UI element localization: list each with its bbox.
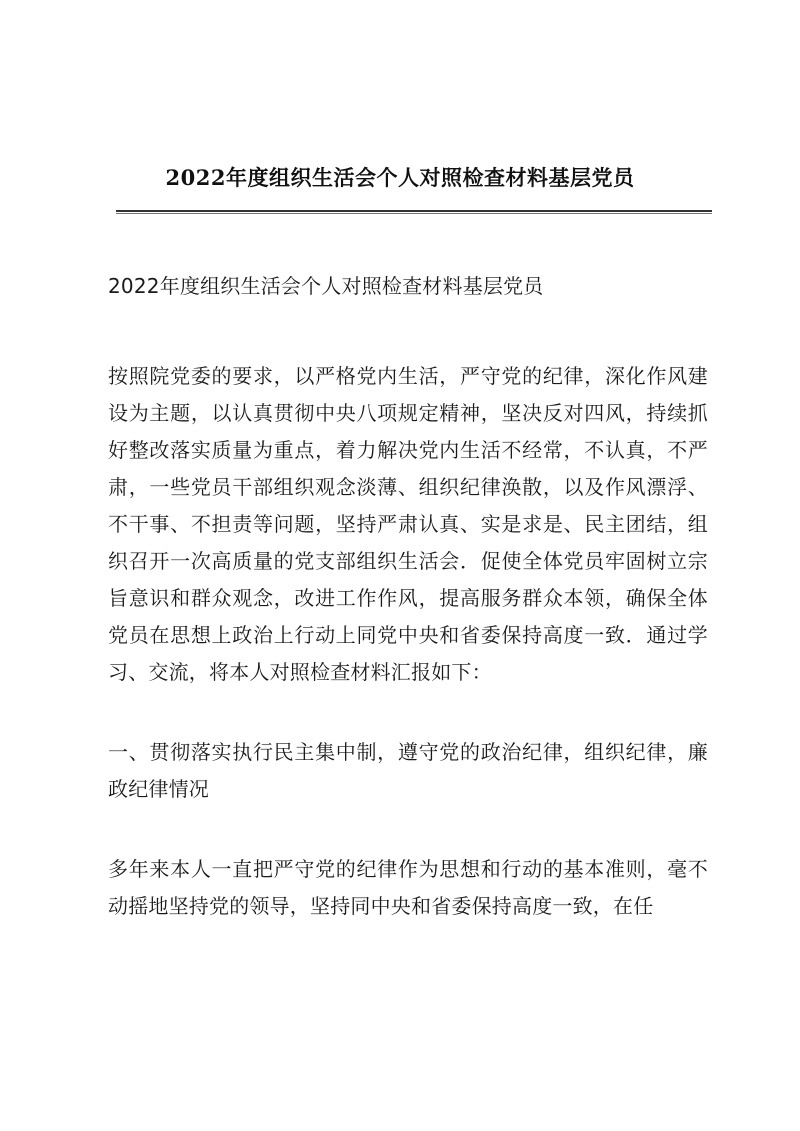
- intro-paragraph: 按照院党委的要求，以严格党内生活，严守党的纪律，深化作风建设为主题，以认真贯彻中央八项规定精神，坚决反对四风，持续抓好整改落实质量为重点，着力解决党内生活不经常，不认真，不严肃，一些党员干部组织观念淡薄、组织纪律涣散，以及作风漂浮、不干事、不担责等问题，坚持严肃认真、实是求是、民主团结，组织召开一次高质量的党支部组织生活会．促使全体党员牢固树立宗旨意识和群众观念，改进工作作风，提高服务群众本领，确保全体党员在思想上政治上行动上同党中央和省委保持高度一致．通过学习、交流，将本人对照检查材料汇报如下：: [108, 364, 708, 684]
- section-one-heading: 一、贯彻落实执行民主集中制，遵守党的政治纪律，组织纪律，廉政纪律情况: [108, 740, 708, 801]
- body-heading-paragraph: 2022年度组织生活会个人对照检查材料基层党员: [108, 274, 544, 298]
- document-body: [108, 268, 708, 968]
- document-title: 2022年度组织生活会个人对照检查材料基层党员: [165, 165, 635, 190]
- section-one-paragraph: 多年来本人一直把严守党的纪律作为思想和行动的基本准则，毫不动摇地坚持党的领导，坚持同中央和省委保持高度一致，在任: [108, 857, 708, 918]
- title-underline-rule: [116, 210, 712, 214]
